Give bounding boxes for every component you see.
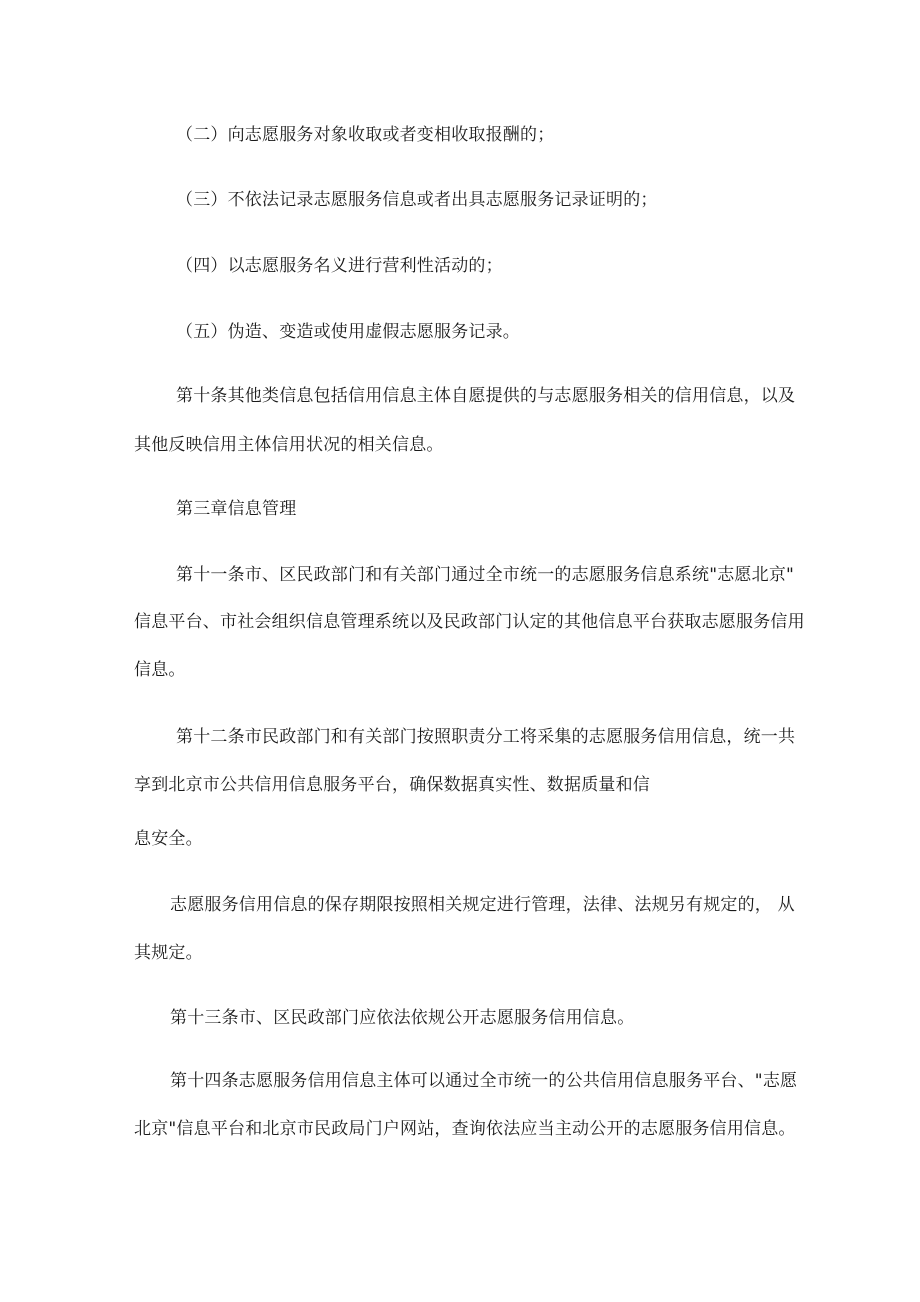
article-11-line-2: 信息平台、市社会组织信息管理系统以及民政部门认定的其他信息平台获取志愿服务信用 (134, 612, 805, 632)
article-13: 第十三条市、区民政部门应依法依规公开志愿服务信用信息。 (170, 1008, 635, 1028)
clause-5: （五）伪造、变造或使用虚假志愿服务记录。 (176, 322, 520, 342)
article-14-line-2: 北京"信息平台和北京市民政局门户网站，查询依法应当主动公开的志愿服务信用信息。 (134, 1119, 796, 1139)
article-11-line-3: 信息。 (134, 660, 186, 680)
article-12-line-3: 息安全。 (134, 829, 203, 849)
retention-line-1: 志愿服务信用信息的保存期限按照相关规定进行管理，法律、法规另有规定的， 从 (170, 895, 795, 915)
clause-2: （二）向志愿服务对象收取或者变相收取报酬的； (176, 125, 555, 145)
article-14-line-1: 第十四条志愿服务信用信息主体可以通过全市统一的公共信用信息服务平台、"志愿 (170, 1071, 798, 1091)
retention-line-2: 其规定。 (134, 943, 203, 963)
article-10-line-1: 第十条其他类信息包括信用信息主体自愿提供的与志愿服务相关的信用信息，以及 (176, 386, 796, 406)
article-10-line-2: 其他反映信用主体信用状况的相关信息。 (134, 435, 444, 455)
chapter-3-heading: 第三章信息管理 (176, 499, 297, 519)
article-12-line-2: 享到北京市公共信用信息服务平台，确保数据真实性、数据质量和信 (134, 775, 650, 795)
article-12-line-1: 第十二条市民政部门和有关部门按照职责分工将采集的志愿服务信用信息，统一共 (176, 727, 796, 747)
clause-4: （四）以志愿服务名义进行营利性活动的； (176, 256, 503, 276)
article-11-line-1: 第十一条市、区民政部门和有关部门通过全市统一的志愿服务信息系统"志愿北京" (176, 565, 795, 585)
clause-3: （三）不依法记录志愿服务信息或者出具志愿服务记录证明的； (176, 190, 658, 210)
